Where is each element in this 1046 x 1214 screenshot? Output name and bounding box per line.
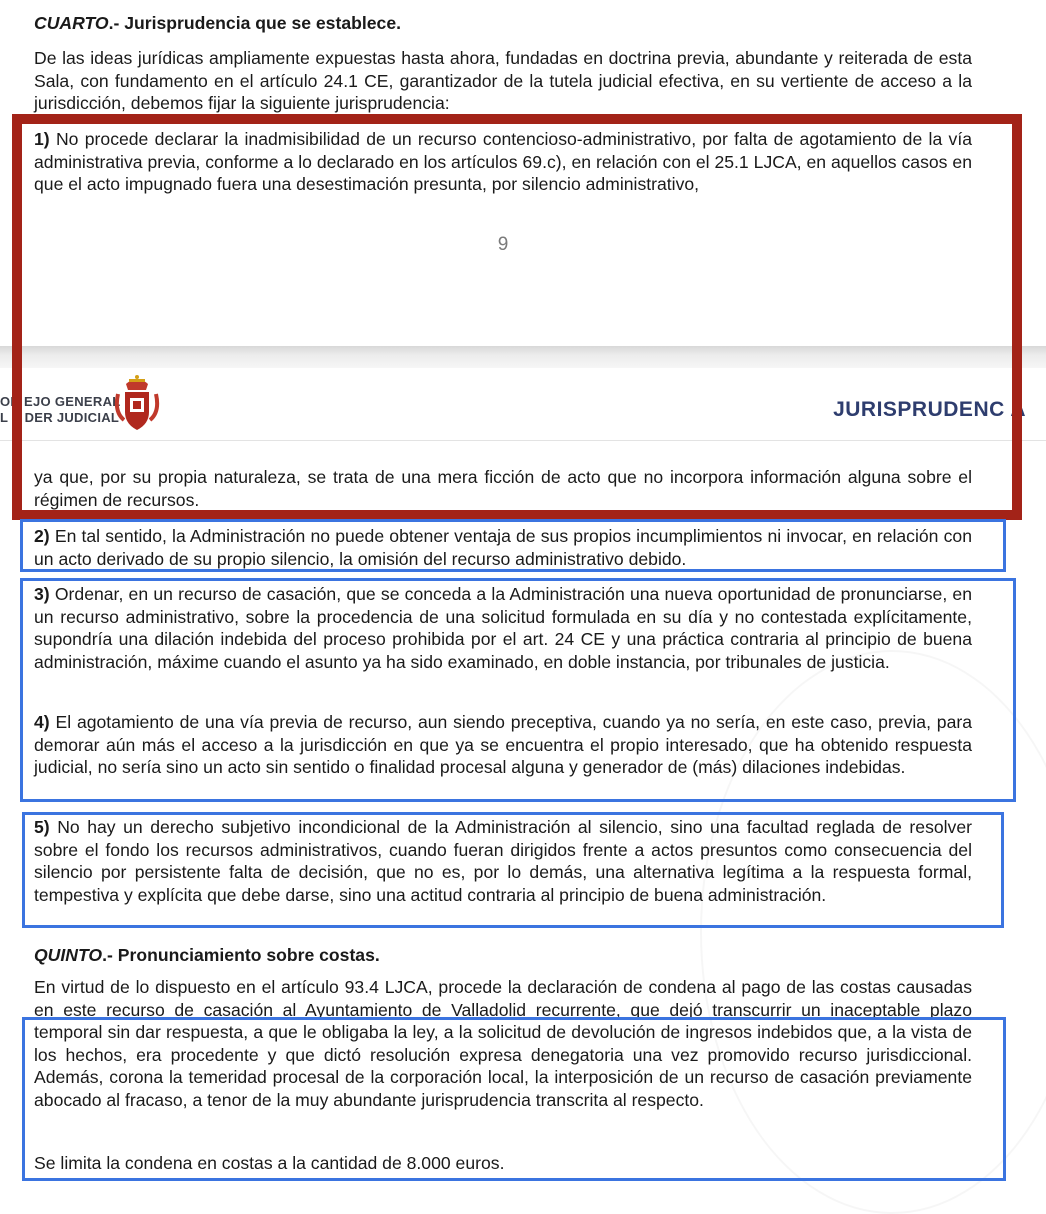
paragraph-1-part1: 1) No procede declarar la inadmisibilidad de un recurso contencioso-administrativo, por falta de agotamiento de la vía administrativa previa, conforme a lo declarado en los artículos 69.c), en relación con el 25.1 LJCA, en aquellos casos en que el acto impugnado fuera una desestimación presunta, por silencio administrativo, bbox=[34, 129, 973, 195]
highlight-box-blue-5 bbox=[22, 812, 1004, 928]
intro-paragraph: De las ideas jurídicas ampliamente expuestas hasta ahora, fundadas en doctrina previa, abundante y reiterada de esta Sala, con fundamento en el artículo 24.1 CE, garantizador de la tutela judicial efectiva, en su vertiente de acceso a la jurisdicción, debemos fijar la siguiente jurisprudencia: bbox=[34, 48, 972, 114]
highlight-box-red bbox=[12, 114, 1022, 520]
paragraph-3: 3) Ordenar, en un recurso de casación, que se conceda a la Administración una nueva oportunidad de pronunciarse, en un recurso administrativo, sobre la procedencia de una solicitud formulada en su día y no contestada explícitamente, supondría una dilación indebida del proceso prohibida por el art. 24 CE y una práctica contraria al principio de buena administración, máxime cuando el asunto ya ha sido examinado, en doble instancia, por tribunales de justicia. bbox=[34, 584, 972, 672]
section-heading-quinto: QUINTO.- Pronunciamiento sobre costas. bbox=[34, 945, 380, 965]
highlight-box-blue-2 bbox=[20, 519, 1006, 572]
header-organization: ON EJO GENERAL L P DER JUDICIAL bbox=[0, 394, 121, 425]
costas-limit-paragraph: Se limita la condena en costas a la cantidad de 8.000 euros. bbox=[34, 1153, 505, 1173]
page-number: 9 bbox=[497, 234, 509, 255]
highlight-box-blue-3-4 bbox=[20, 578, 1016, 802]
section-heading-cuarto: CUARTO.- Jurisprudencia que se establece. bbox=[34, 13, 401, 33]
paragraph-2: 2) En tal sentido, la Administración no puede obtener ventaja de sus propios incumplimientos ni invocar, en relación con un acto derivado de su propio silencio, la omisión del recurso administrativo debido. bbox=[34, 526, 972, 569]
costas-paragraph: En virtud de lo dispuesto en el artículo 93.4 LJCA, procede la declaración de condena al pago de las costas causadas en este recurso de casación al Ayuntamiento de Valladolid recurrente, que dejó transcurrir un inaceptable plazo temporal sin dar respuesta, a que le obligaba la ley, a la solicitud de devolución de ingresos indebidos que, a la vista de los hechos, era procedente y que dictó resolución expresa denegatoria una vez promovido recurso jurisdiccional. Además, corona la temeridad procesal de la corporación local, la interposición de un recurso de casación previamente abocado al fracaso, a tenor de la muy abundante jurisprudencia transcrita al respecto. bbox=[34, 977, 972, 1110]
paragraph-5: 5) No hay un derecho subjetivo incondicional de la Administración al silencio, sino una facultad reglada de resolver sobre el fondo los recursos administrativos, cuando fueran dirigidos frente a actos presuntos como consecuencia del silencio por persistente falta de decisión, que no es, por lo demás, una alternativa legítima a la respuesta formal, tempestiva y explícita que debe darse, sino una actitud contraria al principio de buena administración. bbox=[34, 817, 972, 905]
header-title: JURISPRUDENC A bbox=[833, 398, 1026, 421]
paragraph-4: 4) El agotamiento de una vía previa de recurso, aun siendo preceptiva, cuando ya no sería, en este caso, previa, para demorar aún más el acceso a la jurisdicción en que ya se encuentra el propio interesado, que ha obtenido respuesta judicial, no sería sino un acto sin sentido o finalidad procesal alguna y generador de (más) dilaciones indebidas. bbox=[34, 712, 972, 778]
highlight-box-blue-costas bbox=[22, 1017, 1006, 1181]
paragraph-1-part2: ya que, por su propia naturaleza, se trata de una mera ficción de acto que no incorpora información alguna sobre el régimen de recursos. bbox=[34, 467, 972, 510]
